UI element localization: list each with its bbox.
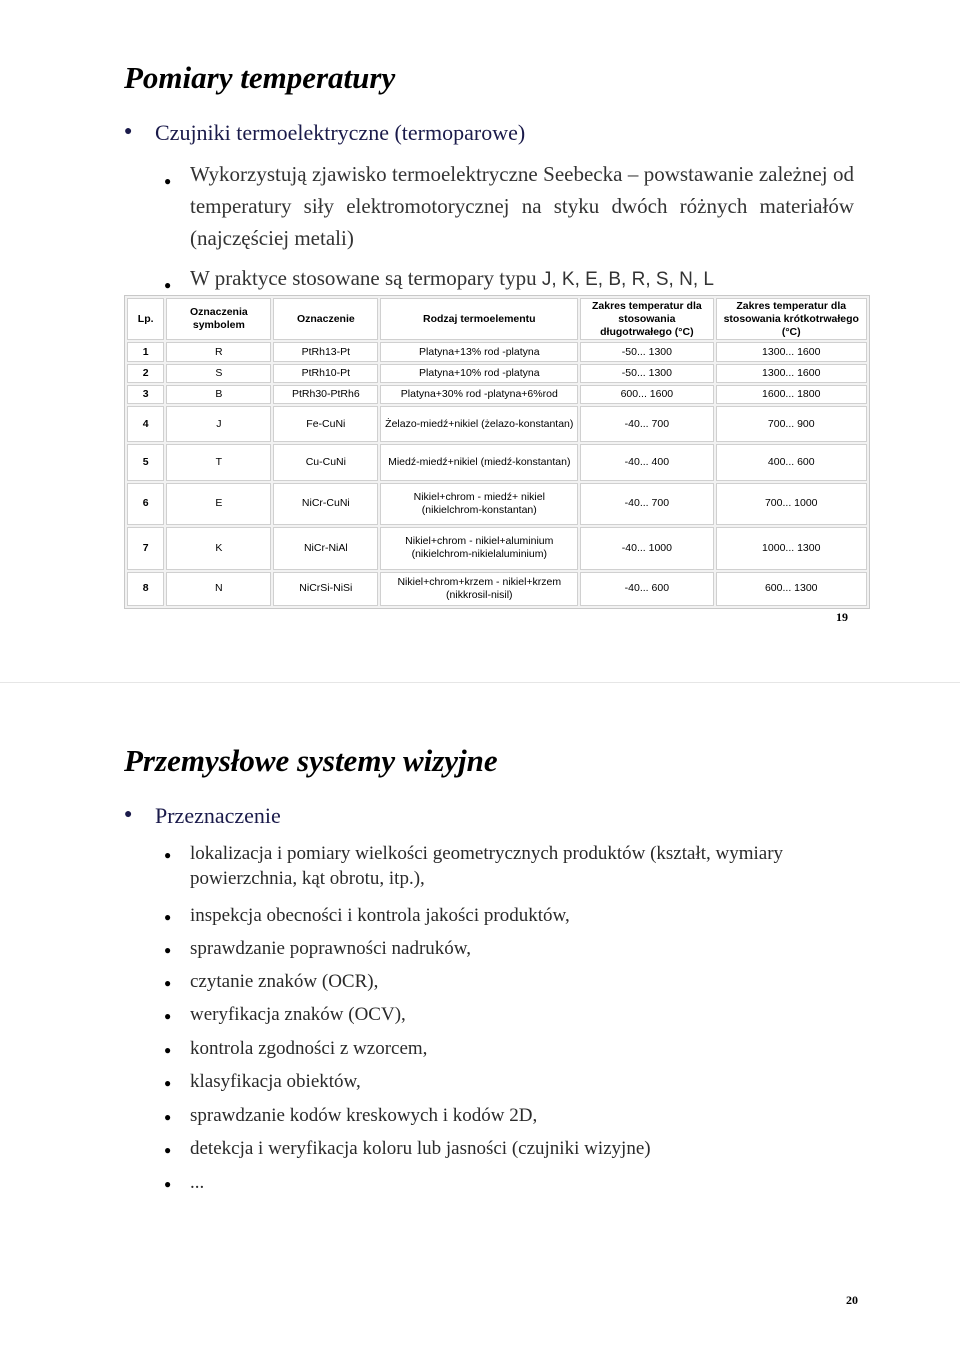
bullet-level2-seebeck xyxy=(164,158,854,254)
cell-lp: 1 xyxy=(127,342,164,361)
cell-type: Miedź-miedź+nikiel (miedź-konstantan) xyxy=(380,444,578,480)
list-item-text: lokalizacja i pomiary wielkości geometrycznych produktów (kształt, wymiary powierzchnia, kąt obrotu, itp.), xyxy=(190,843,784,889)
cell-short-range: 1000... 1300 xyxy=(716,527,868,569)
cell-designation: NiCr-NiAl xyxy=(273,527,378,569)
cell-short-range: 1300... 1600 xyxy=(716,364,868,383)
bullet-dot-icon: ● xyxy=(164,910,172,924)
cell-type: Nikiel+chrom - miedź+ nikiel (nikielchrom-konstantan) xyxy=(380,483,578,525)
list-item xyxy=(164,1170,854,1195)
list-item xyxy=(164,969,854,994)
cell-long-range: -50... 1300 xyxy=(580,342,713,361)
cell-short-range: 600... 1300 xyxy=(716,572,868,606)
cell-short-range: 1600... 1800 xyxy=(716,385,868,404)
header-cell: Lp. xyxy=(127,298,164,340)
table-row xyxy=(127,483,867,525)
header-cell: Rodzaj termoelementu xyxy=(380,298,578,340)
list-item xyxy=(164,1069,854,1094)
bullet-text: Czujniki termoelektryczne (termoparowe) xyxy=(155,120,526,145)
list-item xyxy=(164,936,854,961)
bullet-dot-icon: ● xyxy=(164,848,172,862)
cell-type: Żelazo-miedź+nikiel (żelazo-konstantan) xyxy=(380,406,578,442)
table-row xyxy=(127,444,867,480)
cell-designation: NiCr-CuNi xyxy=(273,483,378,525)
header-cell: Zakres temperatur dla stosowania krótkotrwałego (°C) xyxy=(716,298,868,340)
cell-designation: PtRh13-Pt xyxy=(273,342,378,361)
cell-long-range: -40... 400 xyxy=(580,444,713,480)
table-row xyxy=(127,406,867,442)
cell-designation: Cu-CuNi xyxy=(273,444,378,480)
page-number: 20 xyxy=(846,1293,858,1307)
bullet-text: Przeznaczenie xyxy=(155,803,281,828)
cell-designation: PtRh30-PtRh6 xyxy=(273,385,378,404)
cell-symbol: K xyxy=(166,527,271,569)
cell-symbol: R xyxy=(166,342,271,361)
list-item xyxy=(164,1103,854,1128)
cell-lp: 5 xyxy=(127,444,164,480)
list-item-text: inspekcja obecności i kontrola jakości produktów, xyxy=(190,905,570,926)
cell-long-range: -40... 700 xyxy=(580,406,713,442)
bullet-dot-icon: ● xyxy=(124,124,133,139)
slide-title: Przemysłowe systemy wizyjne xyxy=(124,743,498,778)
cell-type: Nikiel+chrom+krzem - nikiel+krzem (nikkrosil-nisil) xyxy=(380,572,578,606)
bullet-dot-icon: ● xyxy=(164,1177,172,1191)
list-item-text: weryfikacja znaków (OCV), xyxy=(190,1004,406,1025)
bullet-text: W praktyce stosowane są termopary typu xyxy=(190,266,542,290)
cell-designation: PtRh10-Pt xyxy=(273,364,378,383)
cell-short-range: 700... 900 xyxy=(716,406,868,442)
table xyxy=(125,296,869,608)
list-item-text: sprawdzanie poprawności nadruków, xyxy=(190,938,472,959)
cell-symbol: B xyxy=(166,385,271,404)
cell-short-range: 700... 1000 xyxy=(716,483,868,525)
cell-lp: 4 xyxy=(127,406,164,442)
cell-type: Platyna+13% rod -platyna xyxy=(380,342,578,361)
table-row xyxy=(127,527,867,569)
table-row xyxy=(127,364,867,383)
header-cell: Oznaczenia symbolem xyxy=(166,298,271,340)
table-row xyxy=(127,572,867,606)
cell-lp: 7 xyxy=(127,527,164,569)
bullet-dot-icon: ● xyxy=(164,1009,172,1023)
cell-short-range: 400... 600 xyxy=(716,444,868,480)
cell-lp: 2 xyxy=(127,364,164,383)
cell-long-range: -40... 700 xyxy=(580,483,713,525)
cell-long-range: -40... 1000 xyxy=(580,527,713,569)
cell-symbol: J xyxy=(166,406,271,442)
cell-long-range: 600... 1600 xyxy=(580,385,713,404)
page-number: 19 xyxy=(836,610,848,624)
list-item xyxy=(164,1036,854,1061)
list-item-text: kontrola zgodności z wzorcem, xyxy=(190,1038,428,1059)
bullet-level2-types xyxy=(164,262,854,296)
bullet-dot-icon: ● xyxy=(164,278,172,292)
cell-lp: 3 xyxy=(127,385,164,404)
list-item xyxy=(164,1002,854,1027)
cell-designation: NiCrSi-NiSi xyxy=(273,572,378,606)
bullet-text-wrap xyxy=(190,262,854,296)
list-item-text: detekcja i weryfikacja koloru lub jasności (czujniki wizyjne) xyxy=(190,1138,651,1159)
list-item-text: ... xyxy=(190,1172,205,1193)
slide-19 xyxy=(0,0,960,682)
bullet-dot-icon: ● xyxy=(164,1043,172,1057)
cell-symbol: N xyxy=(166,572,271,606)
list-item xyxy=(164,903,854,928)
list-item-text: klasyfikacja obiektów, xyxy=(190,1071,361,1092)
header-cell: Zakres temperatur dla stosowania długotrwałego (°C) xyxy=(580,298,713,340)
thermocouple-types: J, K, E, B, R, S, N, L xyxy=(541,269,714,290)
cell-long-range: -40... 600 xyxy=(580,572,713,606)
cell-long-range: -50... 1300 xyxy=(580,364,713,383)
list-item-text: sprawdzanie kodów kreskowych i kodów 2D, xyxy=(190,1105,538,1126)
thermocouple-table xyxy=(124,295,870,609)
slide-20 xyxy=(0,683,960,1367)
cell-lp: 8 xyxy=(127,572,164,606)
table-row xyxy=(127,385,867,404)
cell-lp: 6 xyxy=(127,483,164,525)
cell-symbol: T xyxy=(166,444,271,480)
cell-type: Platyna+30% rod -platyna+6%rod xyxy=(380,385,578,404)
bullet-text: Wykorzystują zjawisko termoelektryczne Seebecka – powstawanie zależnej od temperatury siły elektromotorycznej na styku dwóch różnych materiałów (najczęściej metali) xyxy=(190,162,854,250)
list-item-text: czytanie znaków (OCR), xyxy=(190,971,379,992)
bullet-dot-icon: ● xyxy=(164,1110,172,1124)
cell-symbol: S xyxy=(166,364,271,383)
bullet-dot-icon: ● xyxy=(124,807,133,822)
bullet-dot-icon: ● xyxy=(164,174,172,188)
cell-type: Platyna+10% rod -platyna xyxy=(380,364,578,383)
table-header-row xyxy=(127,298,867,340)
list-item xyxy=(164,841,854,891)
bullet-dot-icon: ● xyxy=(164,1076,172,1090)
bullet-dot-icon: ● xyxy=(164,943,172,957)
cell-designation: Fe-CuNi xyxy=(273,406,378,442)
header-cell: Oznaczenie xyxy=(273,298,378,340)
table-row xyxy=(127,342,867,361)
cell-short-range: 1300... 1600 xyxy=(716,342,868,361)
bullet-dot-icon: ● xyxy=(164,976,172,990)
bullet-dot-icon: ● xyxy=(164,1143,172,1157)
slide-title: Pomiary temperatury xyxy=(124,60,396,95)
cell-symbol: E xyxy=(166,483,271,525)
list-item xyxy=(164,1136,854,1161)
cell-type: Nikiel+chrom - nikiel+aluminium (nikielchrom-nikielaluminium) xyxy=(380,527,578,569)
